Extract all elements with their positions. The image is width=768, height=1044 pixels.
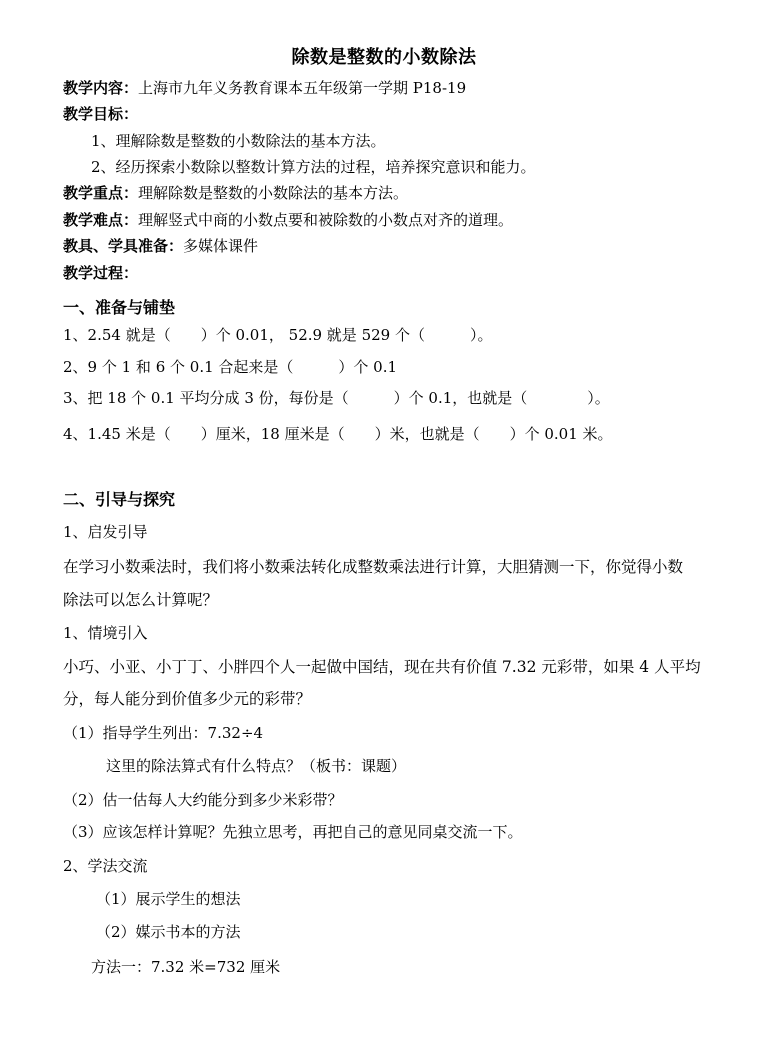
sub-heading-inspire: 1、启发引导 bbox=[63, 523, 148, 541]
difficulty-text: 理解竖式中商的小数点要和被除数的小数点对齐的道理。 bbox=[138, 211, 514, 229]
exchange-item-1: （1）展示学生的想法 bbox=[96, 890, 241, 908]
content-text: 上海市九年义务教育课本五年级第一学期 P18-19 bbox=[138, 79, 467, 97]
process-label: 教学过程： bbox=[63, 264, 139, 282]
difficulty-label: 教学难点： bbox=[63, 211, 139, 229]
section1-heading: 一、准备与铺垫 bbox=[63, 298, 176, 317]
paragraph-2-line-2: 分，每人能分到价值多少元的彩带？ bbox=[63, 690, 312, 708]
prep-item-1: 1、2.54 就是（ ）个 0.01， 52.9 就是 529 个（ ）。 bbox=[63, 326, 493, 344]
content-line bbox=[63, 78, 466, 98]
prep-item-2: 2、9 个 1 和 6 个 0.1 合起来是（ ）个 0.1 bbox=[63, 358, 398, 376]
section2-heading: 二、引导与探究 bbox=[63, 490, 176, 509]
sub-heading-exchange: 2、学法交流 bbox=[63, 857, 148, 875]
method-one: 方法一：7.32 米=732 厘米 bbox=[91, 958, 281, 976]
tools-line bbox=[63, 236, 258, 256]
paragraph-2-line-1: 小巧、小亚、小丁丁、小胖四个人一起做中国结，现在共有价值 7.32 元彩带，如果 4 人平均 bbox=[63, 658, 701, 676]
document-title: 除数是整数的小数除法 bbox=[291, 47, 477, 68]
tools-text: 多媒体课件 bbox=[183, 237, 259, 255]
content-label: 教学内容： bbox=[63, 79, 139, 97]
key-label: 教学重点： bbox=[63, 184, 139, 202]
question-1-note: 这里的除法算式有什么特点？（板书：课题） bbox=[106, 757, 407, 775]
question-1: （1）指导学生列出：7.32÷4 bbox=[63, 724, 264, 742]
tools-label: 教具、学具准备： bbox=[63, 237, 184, 255]
sub-heading-scenario: 1、情境引入 bbox=[63, 624, 148, 642]
paragraph-1-line-2: 除法可以怎么计算呢？ bbox=[63, 591, 219, 609]
prep-item-4: 4、1.45 米是（ ）厘米，18 厘米是（ ）米，也就是（ ）个 0.01 米。 bbox=[63, 425, 613, 443]
question-3: （3）应该怎样计算呢？先独立思考，再把自己的意见同桌交流一下。 bbox=[63, 823, 523, 841]
exchange-item-2: （2）媒示书本的方法 bbox=[96, 923, 241, 941]
difficulty-line bbox=[63, 210, 513, 230]
key-text: 理解除数是整数的小数除法的基本方法。 bbox=[138, 184, 409, 202]
goal-1: 1、理解除数是整数的小数除法的基本方法。 bbox=[91, 132, 386, 150]
prep-item-3: 3、把 18 个 0.1 平均分成 3 份，每份是（ ）个 0.1，也就是（ ）。 bbox=[63, 389, 610, 407]
paragraph-1-line-1: 在学习小数乘法时，我们将小数乘法转化成整数乘法进行计算，大胆猜测一下，你觉得小数 bbox=[63, 558, 684, 576]
key-point-line bbox=[63, 183, 408, 203]
goal-2: 2、经历探索小数除以整数计算方法的过程，培养探究意识和能力。 bbox=[91, 158, 536, 176]
question-2: （2）估一估每人大约能分到多少米彩带？ bbox=[63, 791, 343, 809]
goals-label: 教学目标： bbox=[63, 105, 139, 123]
